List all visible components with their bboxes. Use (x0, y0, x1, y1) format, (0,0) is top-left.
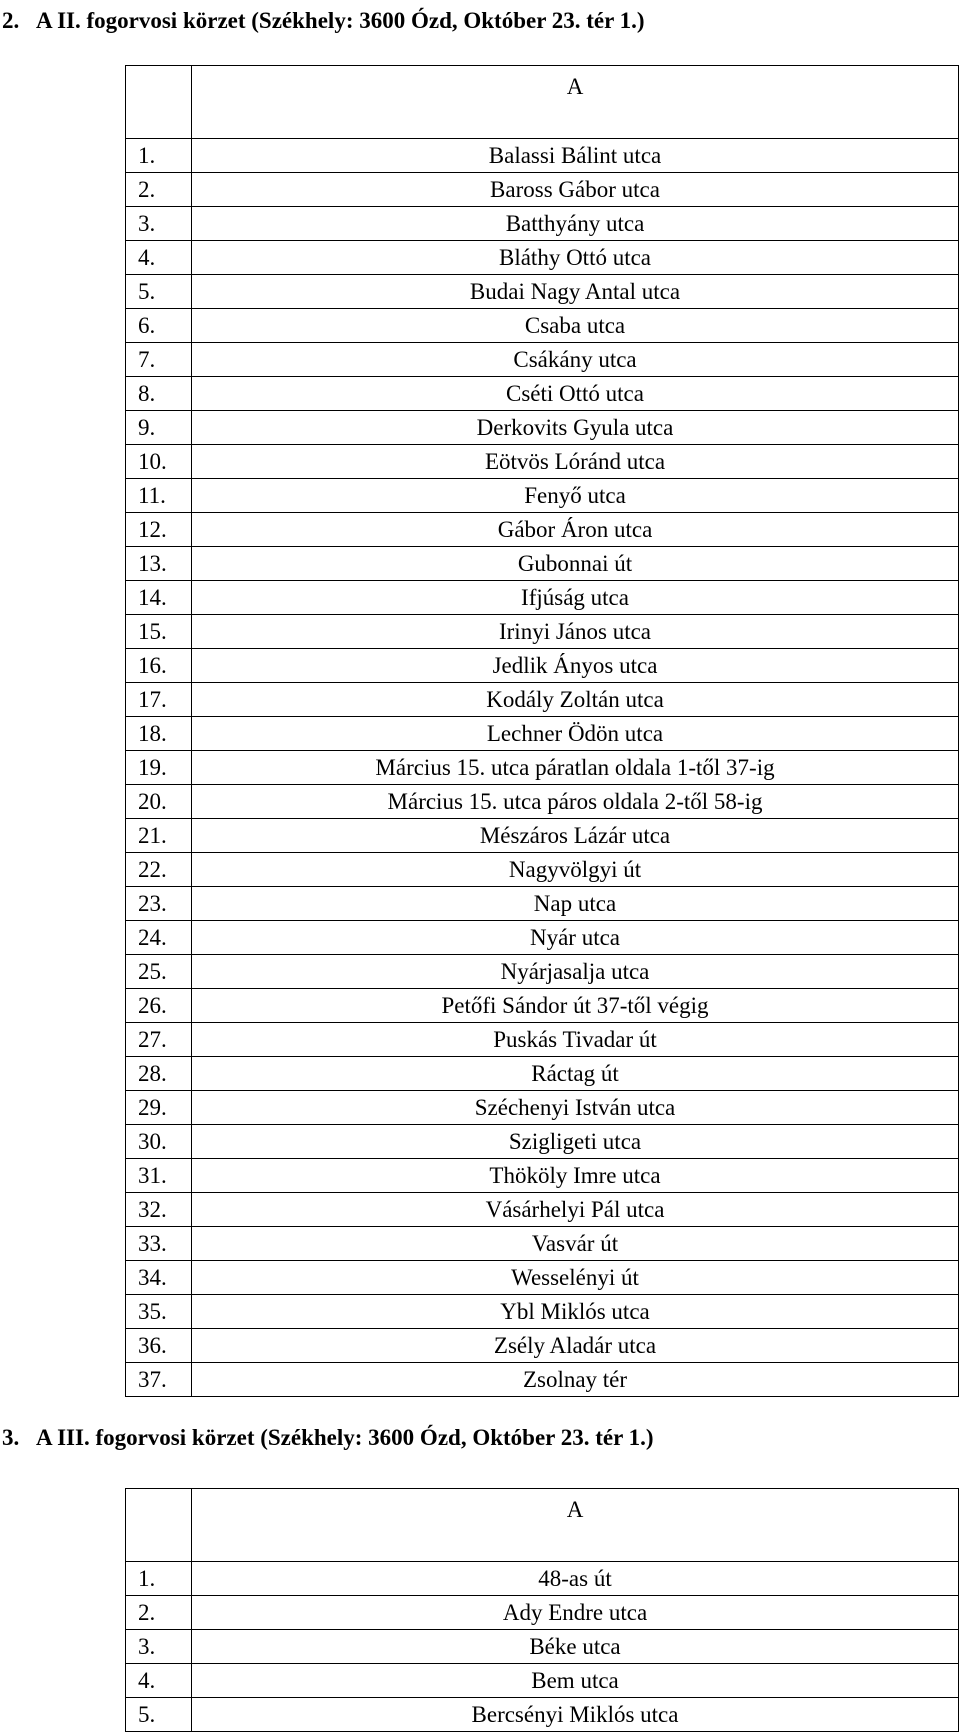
row-number: 8. (126, 377, 192, 411)
row-number: 20. (126, 785, 192, 819)
street-name: 48-as út (192, 1562, 959, 1596)
row-number: 12. (126, 513, 192, 547)
street-name: Derkovits Gyula utca (192, 411, 959, 445)
table-row (126, 1227, 959, 1261)
table-row (126, 853, 959, 887)
section-heading-3 (2, 1423, 654, 1453)
table-row (126, 411, 959, 445)
street-name: Ybl Miklós utca (192, 1295, 959, 1329)
street-name: Csaba utca (192, 309, 959, 343)
table-row (126, 1363, 959, 1397)
row-number: 15. (126, 615, 192, 649)
table-row (126, 275, 959, 309)
street-name: Béke utca (192, 1630, 959, 1664)
column-header: A (192, 1489, 959, 1562)
table-row (126, 887, 959, 921)
row-number: 32. (126, 1193, 192, 1227)
table-row (126, 1261, 959, 1295)
row-number: 21. (126, 819, 192, 853)
row-number: 10. (126, 445, 192, 479)
street-name: Bem utca (192, 1664, 959, 1698)
table-row (126, 1295, 959, 1329)
table-row (126, 1698, 959, 1732)
table-row (126, 921, 959, 955)
column-header: A (192, 66, 959, 139)
row-number: 5. (126, 275, 192, 309)
street-name: Petőfi Sándor út 37-től végig (192, 989, 959, 1023)
street-name: Kodály Zoltán utca (192, 683, 959, 717)
table-row (126, 717, 959, 751)
table-row (126, 683, 959, 717)
row-number: 18. (126, 717, 192, 751)
row-number: 2. (126, 173, 192, 207)
street-name: Gábor Áron utca (192, 513, 959, 547)
table-row (126, 1329, 959, 1363)
street-name: Eötvös Lóránd utca (192, 445, 959, 479)
row-number: 3. (126, 207, 192, 241)
row-number: 9. (126, 411, 192, 445)
street-name: Fenyő utca (192, 479, 959, 513)
table-row (126, 1023, 959, 1057)
row-number: 36. (126, 1329, 192, 1363)
table-row (126, 955, 959, 989)
street-name: Mészáros Lázár utca (192, 819, 959, 853)
header-empty-cell (126, 66, 192, 139)
section-number: 2. (2, 8, 20, 33)
row-number: 4. (126, 241, 192, 275)
row-number: 34. (126, 1261, 192, 1295)
section-title: A II. fogorvosi körzet (Székhely: 3600 Ózd, Október 23. tér 1.) (36, 8, 645, 33)
row-number: 23. (126, 887, 192, 921)
street-name: Nyár utca (192, 921, 959, 955)
table-row (126, 1125, 959, 1159)
street-name: Ifjúság utca (192, 581, 959, 615)
table-row (126, 1091, 959, 1125)
header-empty-cell (126, 1489, 192, 1562)
table-row (126, 1057, 959, 1091)
street-name: Puskás Tivadar út (192, 1023, 959, 1057)
table-row (126, 1596, 959, 1630)
row-number: 27. (126, 1023, 192, 1057)
row-number: 6. (126, 309, 192, 343)
table-row (126, 581, 959, 615)
street-name: Nyárjasalja utca (192, 955, 959, 989)
table-row (126, 479, 959, 513)
row-number: 2. (126, 1596, 192, 1630)
row-number: 22. (126, 853, 192, 887)
table-row (126, 1159, 959, 1193)
street-name: Gubonnai út (192, 547, 959, 581)
street-name: Ráctag út (192, 1057, 959, 1091)
table-row (126, 445, 959, 479)
row-number: 4. (126, 1664, 192, 1698)
street-name: Wesselényi út (192, 1261, 959, 1295)
street-table-district-2 (125, 65, 959, 1397)
street-name: Széchenyi István utca (192, 1091, 959, 1125)
row-number: 19. (126, 751, 192, 785)
table-row (126, 649, 959, 683)
street-name: Balassi Bálint utca (192, 139, 959, 173)
row-number: 31. (126, 1159, 192, 1193)
street-name: Szigligeti utca (192, 1125, 959, 1159)
table-row (126, 785, 959, 819)
street-name: Bercsényi Miklós utca (192, 1698, 959, 1732)
table-row (126, 513, 959, 547)
table-header-row (126, 1489, 959, 1562)
street-name: Zsély Aladár utca (192, 1329, 959, 1363)
table-row (126, 1664, 959, 1698)
row-number: 14. (126, 581, 192, 615)
street-name: Nagyvölgyi út (192, 853, 959, 887)
row-number: 5. (126, 1698, 192, 1732)
table-row (126, 989, 959, 1023)
street-name: Nap utca (192, 887, 959, 921)
street-name: Irinyi János utca (192, 615, 959, 649)
section-heading-2 (2, 6, 645, 36)
street-name: Csákány utca (192, 343, 959, 377)
street-name: Baross Gábor utca (192, 173, 959, 207)
street-name: Zsolnay tér (192, 1363, 959, 1397)
table-row (126, 751, 959, 785)
table-row (126, 819, 959, 853)
street-name: Jedlik Ányos utca (192, 649, 959, 683)
row-number: 29. (126, 1091, 192, 1125)
street-name: Thököly Imre utca (192, 1159, 959, 1193)
street-name: Bláthy Ottó utca (192, 241, 959, 275)
table-row (126, 343, 959, 377)
row-number: 28. (126, 1057, 192, 1091)
row-number: 13. (126, 547, 192, 581)
row-number: 24. (126, 921, 192, 955)
table-row (126, 1630, 959, 1664)
table-row (126, 207, 959, 241)
row-number: 26. (126, 989, 192, 1023)
table-row (126, 309, 959, 343)
table-row (126, 241, 959, 275)
row-number: 25. (126, 955, 192, 989)
table-header-row (126, 66, 959, 139)
table-row (126, 1193, 959, 1227)
row-number: 33. (126, 1227, 192, 1261)
street-name: Március 15. utca páros oldala 2-től 58-ig (192, 785, 959, 819)
row-number: 7. (126, 343, 192, 377)
street-name: Március 15. utca páratlan oldala 1-től 37-ig (192, 751, 959, 785)
row-number: 3. (126, 1630, 192, 1664)
row-number: 11. (126, 479, 192, 513)
table-row (126, 377, 959, 411)
street-name: Budai Nagy Antal utca (192, 275, 959, 309)
street-name: Vásárhelyi Pál utca (192, 1193, 959, 1227)
table-row (126, 139, 959, 173)
row-number: 30. (126, 1125, 192, 1159)
row-number: 35. (126, 1295, 192, 1329)
street-name: Vasvár út (192, 1227, 959, 1261)
section-number: 3. (2, 1425, 20, 1450)
row-number: 1. (126, 139, 192, 173)
row-number: 37. (126, 1363, 192, 1397)
street-name: Ady Endre utca (192, 1596, 959, 1630)
row-number: 1. (126, 1562, 192, 1596)
section-title: A III. fogorvosi körzet (Székhely: 3600 Ózd, Október 23. tér 1.) (36, 1425, 654, 1450)
row-number: 16. (126, 649, 192, 683)
table-row (126, 1562, 959, 1596)
street-name: Cséti Ottó utca (192, 377, 959, 411)
street-table-district-3 (125, 1488, 959, 1732)
street-name: Batthyány utca (192, 207, 959, 241)
street-name: Lechner Ödön utca (192, 717, 959, 751)
table-row (126, 547, 959, 581)
row-number: 17. (126, 683, 192, 717)
table-row (126, 173, 959, 207)
table-row (126, 615, 959, 649)
